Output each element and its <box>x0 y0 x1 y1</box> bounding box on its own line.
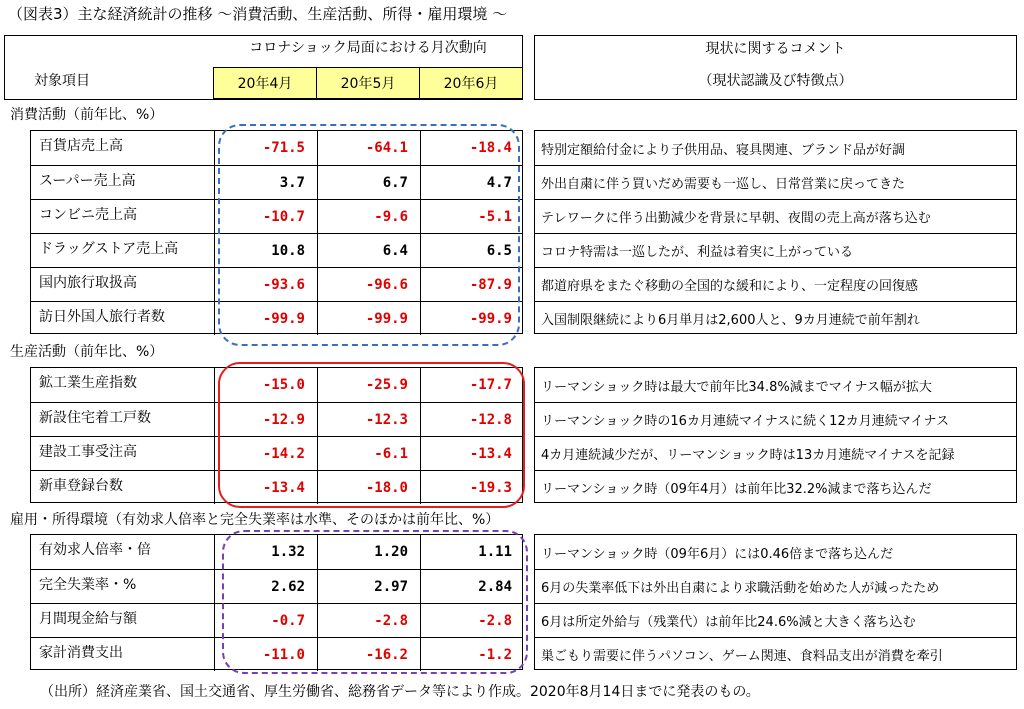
table-row <box>31 402 522 436</box>
value-cell: -64.1 <box>318 131 421 165</box>
value-cell: -18.4 <box>469 140 512 156</box>
value-cell: 6.7 <box>318 166 421 199</box>
comment-row: 特別定額給付金により子供用品、寝具関連、ブランド品が好調 <box>541 142 906 158</box>
row-label: 新車登録台数 <box>31 471 215 504</box>
table-row <box>31 199 522 233</box>
comment-row: リーマンショック時の16カ月連続マイナスに続く12カ月連続マイナス <box>535 402 1016 436</box>
value-cell: -87.9 <box>469 276 512 293</box>
value-cell: -13.4 <box>469 445 512 462</box>
value-cell: 2.84 <box>478 578 512 595</box>
consumption-comments <box>534 130 1017 334</box>
row-label: コンビニ売上高 <box>31 200 215 233</box>
comment-row: 巣ごもり需要に伴うパソコン、ゲーム関連、食料品支出が消費を牽引 <box>535 637 1016 671</box>
table-row <box>31 569 522 603</box>
row-label: 有効求人倍率・倍 <box>31 535 215 569</box>
production-table <box>30 367 523 503</box>
row-label: 訪日外国人旅行者数 <box>31 302 215 335</box>
row-label: ドラッグストア売上高 <box>31 234 215 267</box>
row-label: 月間現金給与額 <box>31 604 215 637</box>
row-label: 国内旅行取扱高 <box>31 268 215 301</box>
table-row <box>31 165 522 199</box>
table-row <box>31 637 522 671</box>
comment-row: リーマンショック時（09年6月）には0.46倍まで落ち込んだ <box>541 546 894 562</box>
value-cell: -15.0 <box>215 368 318 402</box>
value-cell: -12.8 <box>469 411 512 428</box>
value-cell: 3.7 <box>215 166 318 199</box>
value-cell: -19.3 <box>469 479 512 496</box>
value-cell: -17.7 <box>469 377 512 393</box>
comment-row: コロナ特需は一巡したが、利益は着実に上がっている <box>535 233 1016 267</box>
value-cell: 6.4 <box>318 234 421 267</box>
value-cell: -6.1 <box>318 437 421 470</box>
value-cell: -99.9 <box>215 302 318 335</box>
value-cell: 10.8 <box>215 234 318 267</box>
row-label: 家計消費支出 <box>31 638 215 671</box>
row-label: スーパー売上高 <box>31 166 215 199</box>
header-monthly-label: コロナショック局面における月次動向 <box>249 40 487 56</box>
section-label-production: 生産活動（前年比、%） <box>10 344 164 360</box>
header-comment-sub: （現状認識及び特徴点） <box>698 73 853 89</box>
value-cell: -13.4 <box>215 471 318 504</box>
header-item-label: 対象項目 <box>34 73 90 89</box>
row-label: 百貨店売上高 <box>31 131 215 165</box>
value-cell: -18.0 <box>318 471 421 504</box>
employment-table <box>30 534 523 670</box>
section-label-employment: 雇用・所得環境（有効求人倍率と完全失業率は水準、そのほかは前年比、%） <box>10 512 500 528</box>
comment-row: テレワークに伴う出勤減少を背景に早朝、夜間の売上高が落ち込む <box>535 199 1016 233</box>
employment-comments <box>534 534 1017 670</box>
table-row <box>31 603 522 637</box>
value-cell: -1.2 <box>478 646 512 663</box>
comment-row: 外出自粛に伴う買いだめ需要も一巡し、日常営業に戻ってきた <box>535 165 1016 199</box>
table-row <box>31 301 522 335</box>
consumption-table <box>30 130 523 334</box>
comment-row: 6月は所定外給与（残業代）は前年比24.6%減と大きく落ち込む <box>535 603 1016 637</box>
month-header: 20年4月 <box>213 67 317 99</box>
value-cell: 2.97 <box>318 570 421 603</box>
table-row <box>31 267 522 301</box>
section-label-consumption: 消費活動（前年比、%） <box>10 107 164 123</box>
row-label: 鉱工業生産指数 <box>31 368 215 402</box>
value-cell: 6.5 <box>486 242 512 259</box>
month-header: 20年6月 <box>419 67 523 99</box>
table-row <box>31 131 522 165</box>
comment-row: 入国制限継続により6月単月は2,600人と、9カ月連続で前年割れ <box>535 301 1016 335</box>
comment-row: リーマンショック時（09年4月）は前年比32.2%減まで落ち込んだ <box>535 470 1016 504</box>
row-label: 新設住宅着工戸数 <box>31 403 215 436</box>
table-row <box>31 368 522 402</box>
value-cell: -96.6 <box>318 268 421 301</box>
value-cell: -99.9 <box>469 310 512 327</box>
value-cell: 2.62 <box>215 570 318 603</box>
production-comments <box>534 367 1017 503</box>
table-row <box>31 470 522 504</box>
value-cell: -0.7 <box>215 604 318 637</box>
value-cell: -9.6 <box>318 200 421 233</box>
table-row <box>31 436 522 470</box>
figure-title: （図表3）主な経済統計の推移 〜消費活動、生産活動、所得・雇用環境 〜 <box>8 5 508 23</box>
header-comment-label: 現状に関するコメント <box>705 41 846 57</box>
value-cell: -10.7 <box>215 200 318 233</box>
value-cell: -93.6 <box>215 268 318 301</box>
row-label: 建設工事受注高 <box>31 437 215 470</box>
value-cell: -14.2 <box>215 437 318 470</box>
comment-row: 都道府県をまたぐ移動の全国的な緩和により、一定程度の回復感 <box>535 267 1016 301</box>
value-cell: 1.11 <box>478 544 512 560</box>
value-cell: -12.3 <box>318 403 421 436</box>
comment-row: 4カ月連続減少だが、リーマンショック時は13カ月連続マイナスを記録 <box>535 436 1016 470</box>
value-cell: -5.1 <box>478 208 512 225</box>
value-cell: -99.9 <box>318 302 421 335</box>
value-cell: -2.8 <box>478 612 512 629</box>
value-cell: -16.2 <box>318 638 421 671</box>
value-cell: 1.32 <box>215 535 318 569</box>
value-cell: -12.9 <box>215 403 318 436</box>
table-row <box>31 233 522 267</box>
value-cell: -25.9 <box>318 368 421 402</box>
row-label: 完全失業率・% <box>31 570 215 603</box>
value-cell: 4.7 <box>486 174 512 191</box>
comment-row: 6月の失業率低下は外出自粛により求職活動を始めた人が減ったため <box>535 569 1016 603</box>
comment-row: リーマンショック時は最大で前年比34.8%減までマイナス幅が拡大 <box>541 379 932 395</box>
month-header: 20年5月 <box>316 67 420 99</box>
table-row <box>31 535 522 569</box>
footnote: （出所）経済産業省、国土交通省、厚生労働省、総務省データ等により作成。2020年8月14日までに発表のもの。 <box>40 684 760 700</box>
value-cell: -71.5 <box>215 131 318 165</box>
value-cell: -11.0 <box>215 638 318 671</box>
value-cell: 1.20 <box>318 535 421 569</box>
value-cell: -2.8 <box>318 604 421 637</box>
